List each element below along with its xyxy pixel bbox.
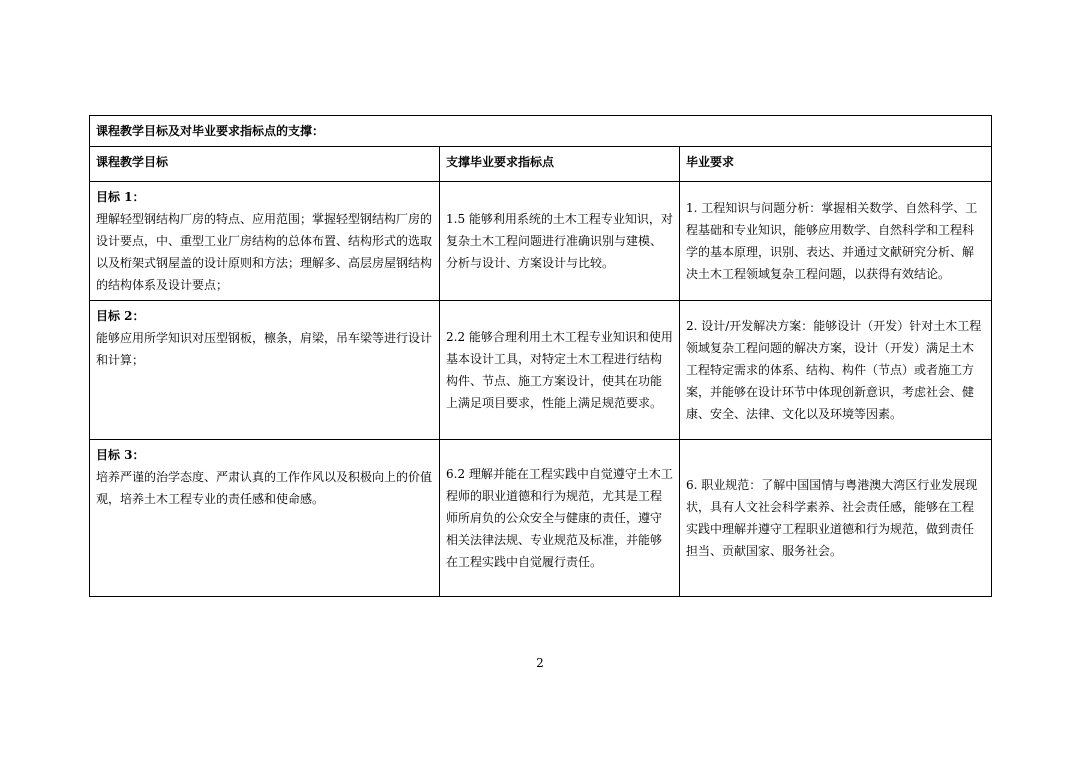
requirement-cell: 2. 设计/开发解决方案：能够设计（开发）针对土木工程领域复杂工程问题的解决方案，设计（开发）满足土木工程特定需求的体系、结构、构件（节点）或者施工方案，并能够在设计环节中体现创新意识，考虑社会、健康、安全、法律、文化以及环境等因素。: [680, 301, 992, 440]
goal-text: 理解轻型钢结构厂房的特点、应用范围；掌握轻型钢结构厂房的设计要点，中、重型工业厂房结构的总体布置、结构形式的选取以及桁架式钢屋盖的设计原则和方法；理解多、高层房屋钢结构的结构体系及设计要点；: [96, 212, 433, 292]
page-number: 2: [536, 656, 544, 670]
table-row: [90, 182, 992, 301]
goal-title: 目标 2：: [96, 309, 145, 323]
table-title: 课程教学目标及对毕业要求指标点的支撑：: [90, 116, 992, 147]
indicator-cell: 2.2 能够合理利用土木工程专业知识和使用基本设计工具，对特定土木工程进行结构构件、节点、施工方案设计，使其在功能上满足项目要求，性能上满足规范要求。: [440, 301, 680, 440]
goal-title: 目标 1：: [96, 190, 145, 204]
goal-text: 培养严谨的治学态度、严肃认真的工作作风以及积极向上的价值观，培养土木工程专业的责任感和使命感。: [96, 470, 433, 506]
table-row: [90, 440, 992, 597]
goal-title: 目标 3：: [96, 448, 145, 462]
indicator-cell: 6.2 理解并能在工程实践中自觉遵守土木工程师的职业道德和行为规范，尤其是工程师所肩负的公众安全与健康的责任，遵守相关法律法规、专业规范及标准，并能够在工程实践中自觉履行责任。: [440, 440, 680, 597]
goal-cell: [90, 301, 440, 440]
header-indicator: 支撑毕业要求指标点: [440, 147, 680, 182]
objectives-table: [89, 115, 992, 597]
table-title-row: [90, 116, 992, 147]
requirement-cell: 6. 职业规范：了解中国国情与粤港澳大湾区行业发展现状，具有人文社会科学素养、社会责任感，能够在工程实践中理解并遵守工程职业道德和行为规范，做到责任担当、贡献国家、服务社会。: [680, 440, 992, 597]
goal-cell: [90, 182, 440, 301]
goal-text: 能够应用所学知识对压型钢板，檩条，肩梁，吊车梁等进行设计和计算；: [96, 331, 433, 367]
indicator-cell: 1.5 能够利用系统的土木工程专业知识，对复杂土木工程问题进行准确识别与建模、分析与设计、方案设计与比较。: [440, 182, 680, 301]
header-requirement: 毕业要求: [680, 147, 992, 182]
header-course-goal: 课程教学目标: [90, 147, 440, 182]
goal-cell: [90, 440, 440, 597]
table-header-row: [90, 147, 992, 182]
table-row: [90, 301, 992, 440]
requirement-cell: 1. 工程知识与问题分析：掌握相关数学、自然科学、工程基础和专业知识，能够应用数学、自然科学和工程科学的基本原理，识别、表达、并通过文献研究分析、解决土木工程领域复杂工程问题，以获得有效结论。: [680, 182, 992, 301]
